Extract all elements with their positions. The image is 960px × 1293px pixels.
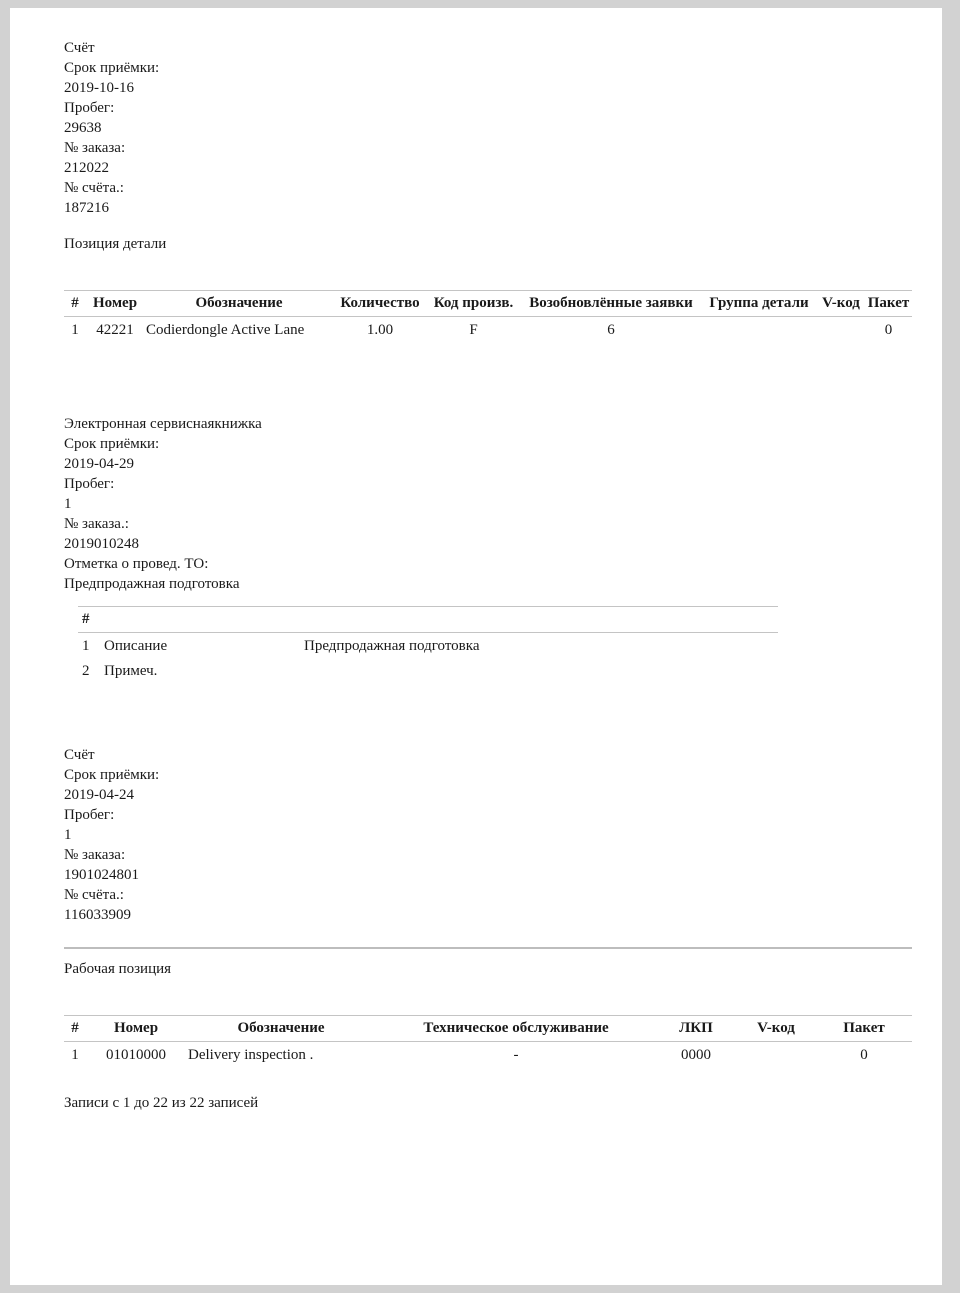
table-header-cell: # <box>64 1016 86 1042</box>
text-line: № заказа: <box>64 140 126 156</box>
document-content <box>64 38 912 1113</box>
table-header-row <box>78 607 778 633</box>
text-line: 212022 <box>64 160 109 176</box>
text-line: 1901024801 <box>64 867 139 883</box>
text-line: Счёт <box>64 40 95 56</box>
table-row <box>78 658 778 683</box>
text-line: Пробег: <box>64 100 115 116</box>
table-row <box>78 633 778 659</box>
table-header-cell: Пакет <box>816 1016 912 1042</box>
table-row <box>64 317 912 343</box>
table-header-cell: Номер <box>86 291 144 317</box>
table-header-cell: Обозначение <box>186 1016 376 1042</box>
text-line: Предпродажная подготовка <box>64 576 240 592</box>
table-header-cell: # <box>64 291 86 317</box>
table-cell: 0 <box>884 322 893 338</box>
table-header-cell: V-код <box>817 291 865 317</box>
table-header-cell: ЛКП <box>656 1016 736 1042</box>
text-line: Срок приёмки: <box>64 436 160 452</box>
table-cell: 1.00 <box>366 322 394 338</box>
table-header-cell: Пакет <box>865 291 912 317</box>
table-header-cell: V-код <box>736 1016 816 1042</box>
text-line: 1 <box>64 496 72 512</box>
table-header-cell: Группа детали <box>701 291 817 317</box>
text-line: Срок приёмки: <box>64 767 160 783</box>
table-header-cell: Техническое обслуживание <box>376 1016 656 1042</box>
table-cell: 2 <box>82 663 90 679</box>
table-header-cell: Количество <box>334 291 426 317</box>
table-cell <box>817 317 865 343</box>
maintenance-table <box>78 606 778 683</box>
table-header-row <box>64 291 912 317</box>
table-cell: Codierdongle Active Lane <box>146 322 305 338</box>
table-header-cell: Обозначение <box>144 291 334 317</box>
table-cell: 1 <box>71 1047 79 1063</box>
table-cell: Примеч. <box>104 663 158 679</box>
section-invoice1 <box>64 38 912 254</box>
text-line: 187216 <box>64 200 109 216</box>
table-cell: - <box>513 1047 519 1063</box>
table-header-cell: Номер <box>86 1016 186 1042</box>
table-cell: 1 <box>71 322 79 338</box>
work-table <box>64 1015 912 1067</box>
section-invoice2 <box>64 745 912 925</box>
table-cell: 6 <box>607 322 615 338</box>
text-line: № заказа.: <box>64 516 129 532</box>
table-cell: Предпродажная подготовка <box>304 638 480 654</box>
section-service-book <box>64 414 912 594</box>
section-title-parts: Позиция детали <box>64 236 167 252</box>
table-header-cell <box>100 607 300 633</box>
document-page <box>10 8 942 1285</box>
section-divider <box>64 947 912 949</box>
text-line: Отметка о провед. ТО: <box>64 556 209 572</box>
text-line: № счёта.: <box>64 887 124 903</box>
text-line: 29638 <box>64 120 102 136</box>
table-header-cell <box>300 607 778 633</box>
table-row <box>64 1042 912 1068</box>
table-cell <box>701 317 817 343</box>
text-line: Счёт <box>64 747 95 763</box>
text-line: № счёта.: <box>64 180 124 196</box>
text-line: Пробег: <box>64 807 115 823</box>
text-line: 2019-04-24 <box>64 787 134 803</box>
text-line: 2019-10-16 <box>64 80 134 96</box>
text-line: Пробег: <box>64 476 115 492</box>
table-cell: Описание <box>104 638 168 654</box>
text-line: Срок приёмки: <box>64 60 160 76</box>
text-line: 2019010248 <box>64 536 139 552</box>
table-cell <box>300 658 778 683</box>
text-line: 1 <box>64 827 72 843</box>
text-line: № заказа: <box>64 847 126 863</box>
table-cell: 0000 <box>681 1047 711 1063</box>
table-header-cell: # <box>78 607 100 633</box>
table-cell <box>736 1042 816 1068</box>
table-cell: 42221 <box>96 322 134 338</box>
text-line: 116033909 <box>64 907 131 923</box>
table-cell: 1 <box>82 638 90 654</box>
records-summary: Записи с 1 до 22 из 22 записей <box>64 1095 259 1111</box>
table-header-cell: Код произв. <box>426 291 521 317</box>
table-cell: 0 <box>860 1047 868 1063</box>
text-line: 2019-04-29 <box>64 456 134 472</box>
section-title-work: Рабочая позиция <box>64 961 172 977</box>
table-cell: Delivery inspection . <box>188 1047 314 1063</box>
parts-table <box>64 290 912 342</box>
table-cell: 01010000 <box>106 1047 166 1063</box>
text-line: Электронная сервиснаякнижка <box>64 416 262 432</box>
table-header-row <box>64 1016 912 1042</box>
table-cell: F <box>469 322 478 338</box>
table-header-cell: Возобновлённые заявки <box>521 291 701 317</box>
